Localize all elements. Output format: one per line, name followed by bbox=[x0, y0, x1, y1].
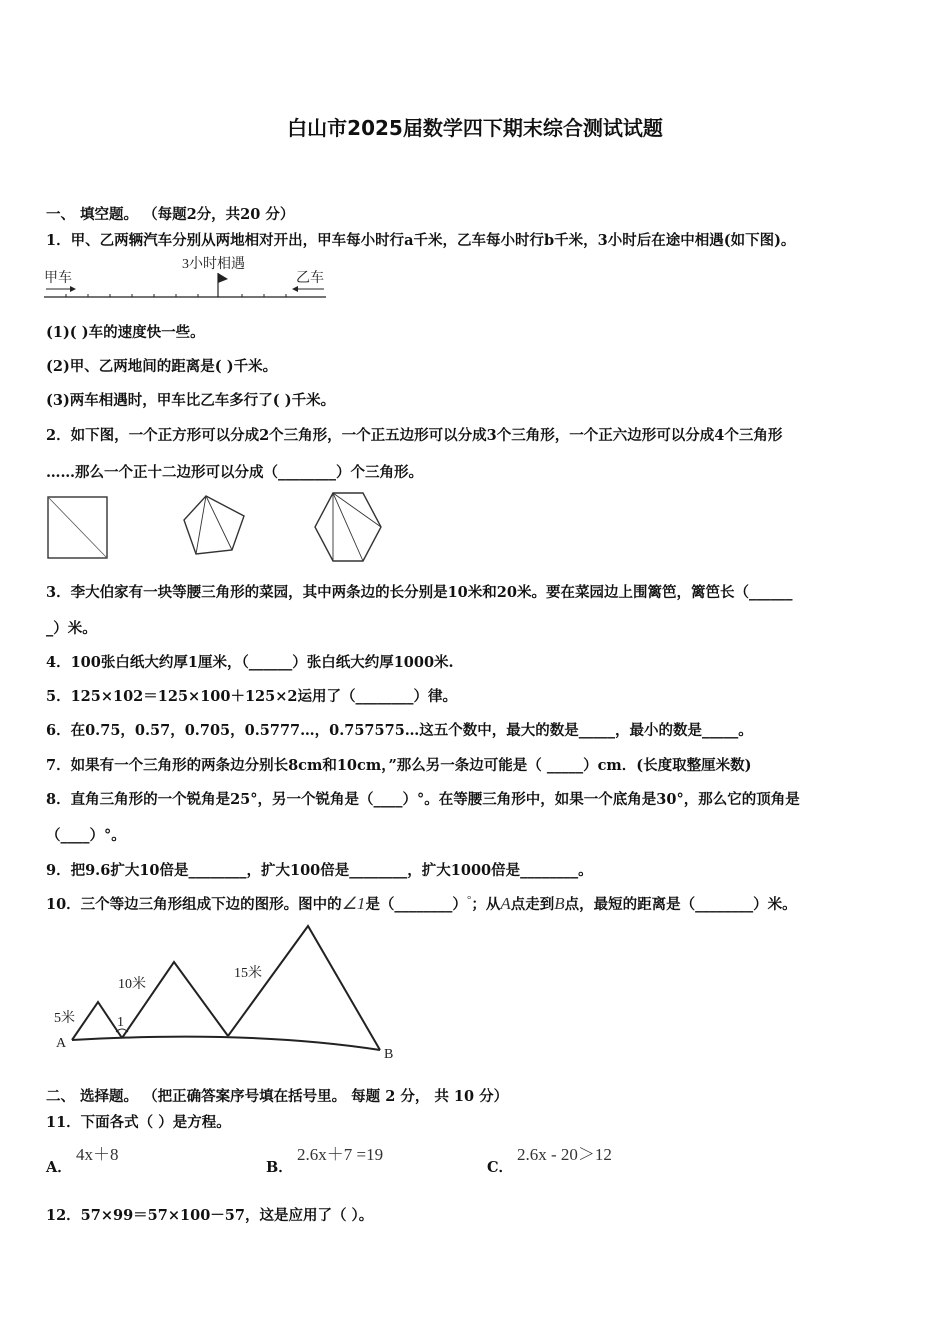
question-9: 9．把9.6扩大10倍是________，扩大100倍是________，扩大1000倍是________。 bbox=[46, 862, 593, 879]
q1-meet-label: 3小时相遇 bbox=[182, 257, 245, 272]
q2-pentagon-figure bbox=[182, 494, 246, 556]
question-5: 5．125×102＝125×100＋125×2运用了（________）律。 bbox=[46, 688, 457, 705]
question-8-line-1: 8．直角三角形的一个锐角是25°，另一个锐角是（____）°。在等腰三角形中，如果一个底角是30°，那么它的顶角是 bbox=[46, 791, 800, 808]
q10-label-1: 1 bbox=[117, 1015, 124, 1030]
question-11-stem: 11．下面各式（ ）是方程。 bbox=[46, 1114, 231, 1131]
q1-left-label: 甲车 bbox=[44, 271, 72, 286]
q10-degree: ° bbox=[466, 894, 472, 907]
question-2-line-1: 2．如下图，一个正方形可以分成2个三角形，一个正五边形可以分成3个三角形，一个正六边形可以分成4个三角形 bbox=[46, 427, 783, 444]
q10-label-10: 10米 bbox=[118, 977, 146, 992]
q11-option-a-letter: A． bbox=[46, 1159, 72, 1176]
question-8-line-2: （____）°。 bbox=[46, 827, 126, 844]
page-title: 白山市2025届数学四下期末综合测试试题 bbox=[287, 116, 663, 140]
q10-triangle-small bbox=[72, 1002, 122, 1040]
q10-label-a: A bbox=[56, 1036, 67, 1051]
q11-option-c-letter: C． bbox=[487, 1159, 514, 1176]
question-3-line-2: _）米。 bbox=[46, 620, 97, 637]
q10-triangle-large bbox=[228, 926, 380, 1050]
question-2-line-2: ……那么一个正十二边形可以分成（________）个三角形。 bbox=[46, 464, 423, 481]
q1-right-label: 乙车 bbox=[296, 271, 324, 286]
q10-stem-c: ；从 bbox=[471, 896, 501, 913]
q1-meeting-diagram bbox=[44, 255, 334, 303]
q10-stem-d: 点走到 bbox=[510, 896, 555, 913]
q2-hexagon-figure bbox=[313, 491, 383, 563]
q2-square-figure bbox=[47, 496, 109, 560]
question-4: 4．100张白纸大约厚1厘米，（______）张白纸大约厚1000米. bbox=[46, 654, 454, 671]
q11-option-a-expr: 4x＋8 bbox=[76, 1145, 119, 1164]
question-1-stem: 1．甲、乙两辆汽车分别从两地相对开出，甲车每小时行a千米，乙车每小时行b千米，3小时后在途中相遇(如下图)。 bbox=[46, 232, 796, 249]
q10-angle-symbol: ∠1 bbox=[341, 894, 366, 913]
question-1-part-1: (1)( )车的速度快一些。 bbox=[46, 324, 205, 341]
question-7: 7．如果有一个三角形的两条边分别长8cm和10cm，”那么另一条边可能是（ _____）cm．(长度取整厘米数) bbox=[46, 757, 752, 774]
q10-point-b: B bbox=[554, 894, 565, 913]
q10-triangles-figure bbox=[50, 922, 410, 1064]
q10-stem-e: 点，最短的距离是（________）米。 bbox=[564, 896, 797, 913]
q10-label-15: 15米 bbox=[234, 966, 262, 981]
q10-label-b: B bbox=[384, 1047, 394, 1062]
q10-base-curve bbox=[72, 1037, 380, 1050]
question-3-line-1: 3．李大伯家有一块等腰三角形的菜园，其中两条边的长分别是10米和20米。要在菜园边上围篱笆，篱笆长（______ bbox=[46, 584, 793, 601]
question-6: 6．在0.75，0.57，0.705，0.5777…，0.757575…这五个数中，最大的数是_____，最小的数是_____。 bbox=[46, 722, 753, 739]
q10-point-a: A bbox=[500, 894, 511, 913]
q10-stem-b: 是（________） bbox=[365, 896, 467, 913]
q11-option-b-expr: 2.6x＋7 =19 bbox=[297, 1145, 384, 1164]
section-2-header: 二、 选择题。 （把正确答案序号填在括号里。 每题 2 分， 共 10 分） bbox=[46, 1088, 509, 1105]
question-1-part-2: (2)甲、乙两地间的距离是( )千米。 bbox=[46, 358, 278, 375]
question-12: 12．57×99＝57×100－57，这是应用了（ ）。 bbox=[46, 1207, 374, 1224]
section-1-header: 一、 填空题。 （每题2分，共20 分） bbox=[46, 206, 295, 223]
q1-flag-icon bbox=[218, 273, 228, 283]
q10-label-5: 5米 bbox=[54, 1011, 75, 1026]
q11-option-c-expr: 2.6x - 20＞12 bbox=[517, 1145, 612, 1164]
q11-option-b-letter: B． bbox=[266, 1159, 293, 1176]
q10-stem-a: 10．三个等边三角形组成下边的图形。图中的 bbox=[46, 896, 342, 913]
question-10-stem bbox=[46, 893, 797, 914]
q1-right-arrowhead bbox=[292, 286, 298, 292]
question-1-part-3: (3)两车相遇时，甲车比乙车多行了( )千米。 bbox=[46, 392, 336, 409]
q1-left-arrowhead bbox=[70, 286, 76, 292]
q10-triangle-medium bbox=[122, 962, 228, 1038]
